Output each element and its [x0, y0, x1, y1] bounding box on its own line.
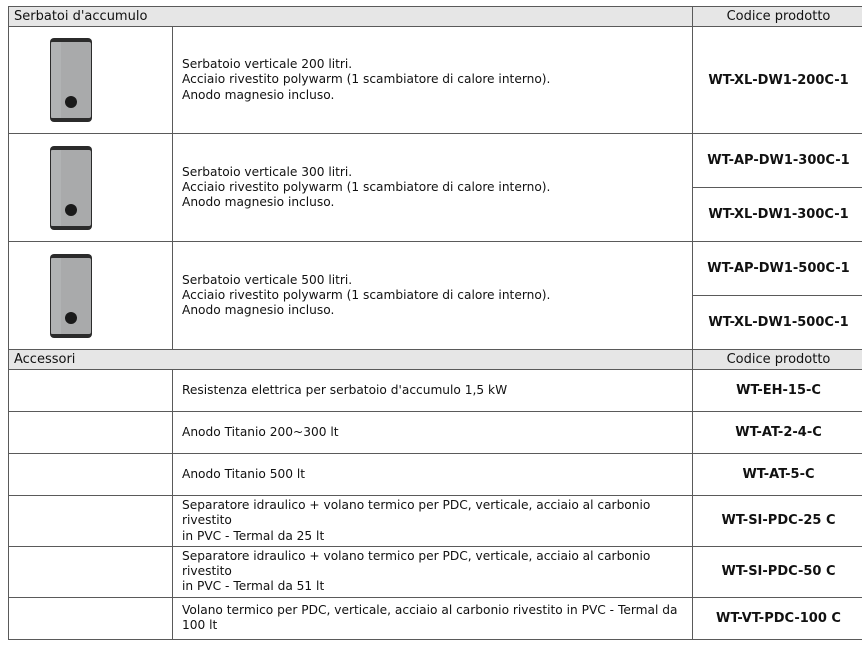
product-description	[173, 242, 693, 350]
accessory-description	[173, 546, 693, 597]
product-code: WT-AP-DW1-300C-1	[693, 134, 862, 188]
accessory-code: WT-AT-2-4-C	[693, 412, 862, 454]
accessory-image-cell	[9, 412, 173, 454]
accessory-image-cell	[9, 370, 173, 412]
accessory-row	[9, 546, 862, 597]
tanks-section-title: Serbatoi d'accumulo	[9, 7, 693, 27]
product-row	[9, 242, 862, 296]
description-line: Resistenza elettrica per serbatoio d'accumulo 1,5 kW	[182, 382, 508, 397]
accessory-row	[9, 454, 862, 496]
description-line: Anodo magnesio incluso.	[182, 195, 335, 210]
product-image-cell	[9, 27, 173, 134]
accessory-code: WT-SI-PDC-50 C	[693, 546, 862, 597]
description-line: Volano termico per PDC, verticale, acciaio al carbonio rivestito in PVC - Termal da 100 lt	[182, 602, 678, 633]
accessory-description	[173, 454, 693, 496]
accessory-row	[9, 597, 862, 639]
accessories-section-title: Accessori	[9, 350, 693, 370]
accessory-code: WT-AT-5-C	[693, 454, 862, 496]
storage-tank-image	[47, 36, 95, 124]
accessory-description	[173, 597, 693, 639]
product-row	[9, 134, 862, 188]
description-line: Anodo Titanio 500 lt	[182, 466, 306, 481]
product-table	[8, 6, 862, 640]
product-image-cell	[9, 242, 173, 350]
accessories-code-header: Codice prodotto	[693, 350, 862, 370]
description-line: in PVC - Termal da 51 lt	[182, 579, 325, 594]
description-line: Acciaio rivestito polywarm (1 scambiatore di calore interno).	[182, 72, 551, 87]
accessory-image-cell	[9, 454, 173, 496]
accessory-row	[9, 496, 862, 547]
accessory-code: WT-EH-15-C	[693, 370, 862, 412]
accessory-image-cell	[9, 546, 173, 597]
description-line: Serbatoio verticale 500 litri.	[182, 272, 353, 287]
accessories-header-row	[9, 350, 862, 370]
product-code: WT-XL-DW1-300C-1	[693, 188, 862, 242]
accessory-row	[9, 370, 862, 412]
accessory-description	[173, 496, 693, 547]
product-description	[173, 27, 693, 134]
description-line: Acciaio rivestito polywarm (1 scambiatore di calore interno).	[182, 287, 551, 302]
description-line: Acciaio rivestito polywarm (1 scambiatore di calore interno).	[182, 179, 551, 194]
storage-tank-image	[47, 144, 95, 232]
tanks-code-header: Codice prodotto	[693, 7, 862, 27]
accessory-description	[173, 412, 693, 454]
accessory-row	[9, 412, 862, 454]
product-code: WT-XL-DW1-500C-1	[693, 296, 862, 350]
description-line: Serbatoio verticale 200 litri.	[182, 57, 353, 72]
accessory-code: WT-VT-PDC-100 C	[693, 597, 862, 639]
description-line: in PVC - Termal da 25 lt	[182, 528, 325, 543]
accessory-image-cell	[9, 597, 173, 639]
description-line: Anodo magnesio incluso.	[182, 303, 335, 318]
description-line: Serbatoio verticale 300 litri.	[182, 164, 353, 179]
accessory-code: WT-SI-PDC-25 C	[693, 496, 862, 547]
product-code: WT-AP-DW1-500C-1	[693, 242, 862, 296]
description-line: Anodo magnesio incluso.	[182, 87, 335, 102]
product-code: WT-XL-DW1-200C-1	[693, 27, 862, 134]
description-line: Anodo Titanio 200~300 lt	[182, 424, 339, 439]
product-row	[9, 27, 862, 134]
product-image-cell	[9, 134, 173, 242]
accessory-image-cell	[9, 496, 173, 547]
description-line: Separatore idraulico + volano termico per PDC, verticale, acciaio al carbonio rivestito	[182, 498, 651, 528]
storage-tank-image	[47, 252, 95, 340]
description-line: Separatore idraulico + volano termico per PDC, verticale, acciaio al carbonio rivestito	[182, 548, 651, 579]
product-description	[173, 134, 693, 242]
tanks-header-row	[9, 7, 862, 27]
accessory-description	[173, 370, 693, 412]
